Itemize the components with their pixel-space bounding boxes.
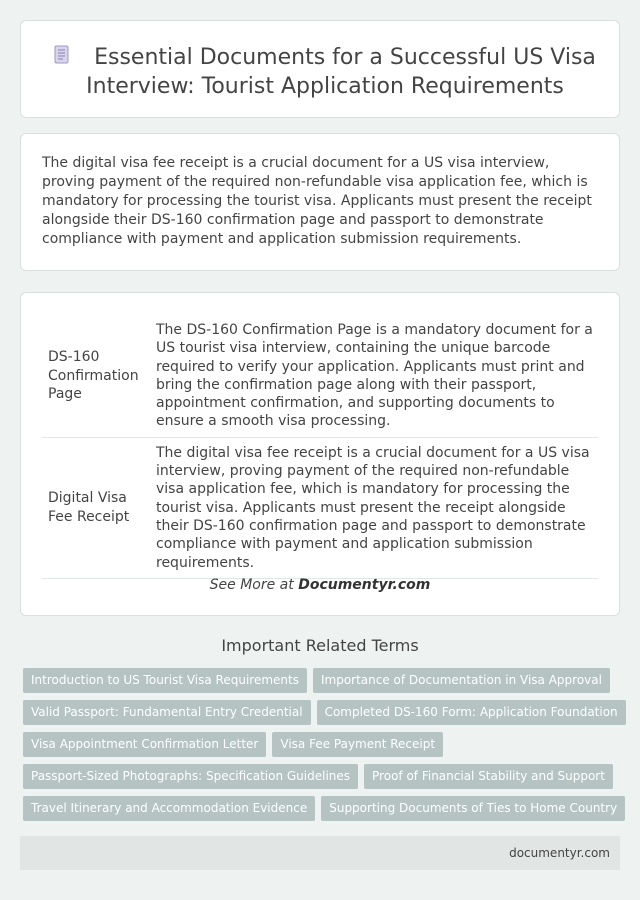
related-term-tag[interactable]: Visa Fee Payment Receipt [272, 732, 443, 757]
definitions-card [20, 292, 620, 616]
term-cell: DS-160 Confirmation Page [42, 315, 150, 437]
related-term-tag[interactable]: Introduction to US Tourist Visa Requirements [23, 668, 307, 693]
term-cell: Digital Visa Fee Receipt [42, 437, 150, 578]
description-cell: The DS-160 Confirmation Page is a mandatory document for a US tourist visa interview, containing the unique barcode required to verify your application. Applicants must print and bring the confirmation page along with their passport, appointment confirmation, and supporting documents to ensure a smooth visa processing. [150, 315, 598, 437]
summary-card [20, 133, 620, 271]
see-more-line [21, 577, 619, 593]
tag-row [23, 700, 623, 732]
description-cell: The digital visa fee receipt is a crucial document for a US visa interview, proving payment of the required non-refundable visa application fee, which is mandatory for processing the tourist visa. Applicants must present the receipt alongside their DS-160 confirmation page and passport to demonstrate compliance with payment and application submission requirements. [150, 437, 598, 578]
see-more-link[interactable]: Documentyr.com [298, 577, 431, 593]
title-card [20, 20, 620, 118]
table-row [42, 437, 598, 578]
page-title-text: Essential Documents for a Successful US Visa Interview: Tourist Application Requirements [86, 45, 596, 99]
related-term-tag[interactable]: Travel Itinerary and Accommodation Evidence [23, 796, 315, 821]
tag-row [23, 796, 623, 828]
summary-text: The digital visa fee receipt is a crucial document for a US visa interview, proving payment of the required non-refundable visa application fee, which is mandatory for processing the tourist visa. Applicants must present the receipt alongside their DS-160 confirmation page and passport to demonstrate compliance with payment and application submission requirements. [42, 155, 592, 247]
tag-row [23, 764, 623, 796]
footer-bar [20, 836, 620, 870]
footer-site-link[interactable]: documentyr.com [509, 846, 610, 860]
table-row [42, 315, 598, 437]
tag-row [23, 668, 623, 700]
related-terms-list [23, 668, 623, 828]
related-terms-heading: Important Related Terms [221, 636, 419, 655]
related-term-tag[interactable]: Visa Appointment Confirmation Letter [23, 732, 266, 757]
related-term-tag[interactable]: Supporting Documents of Ties to Home Country [321, 796, 625, 821]
related-term-tag[interactable]: Proof of Financial Stability and Support [364, 764, 613, 789]
related-term-tag[interactable]: Importance of Documentation in Visa Approval [313, 668, 610, 693]
see-more-prefix: See More at [209, 577, 294, 593]
document-icon [54, 45, 70, 65]
page-title [51, 43, 599, 101]
related-term-tag[interactable]: Valid Passport: Fundamental Entry Credential [23, 700, 311, 725]
related-term-tag[interactable]: Passport-Sized Photographs: Specification Guidelines [23, 764, 358, 789]
definitions-table [42, 315, 598, 579]
tag-row [23, 732, 623, 764]
related-term-tag[interactable]: Completed DS-160 Form: Application Foundation [317, 700, 626, 725]
